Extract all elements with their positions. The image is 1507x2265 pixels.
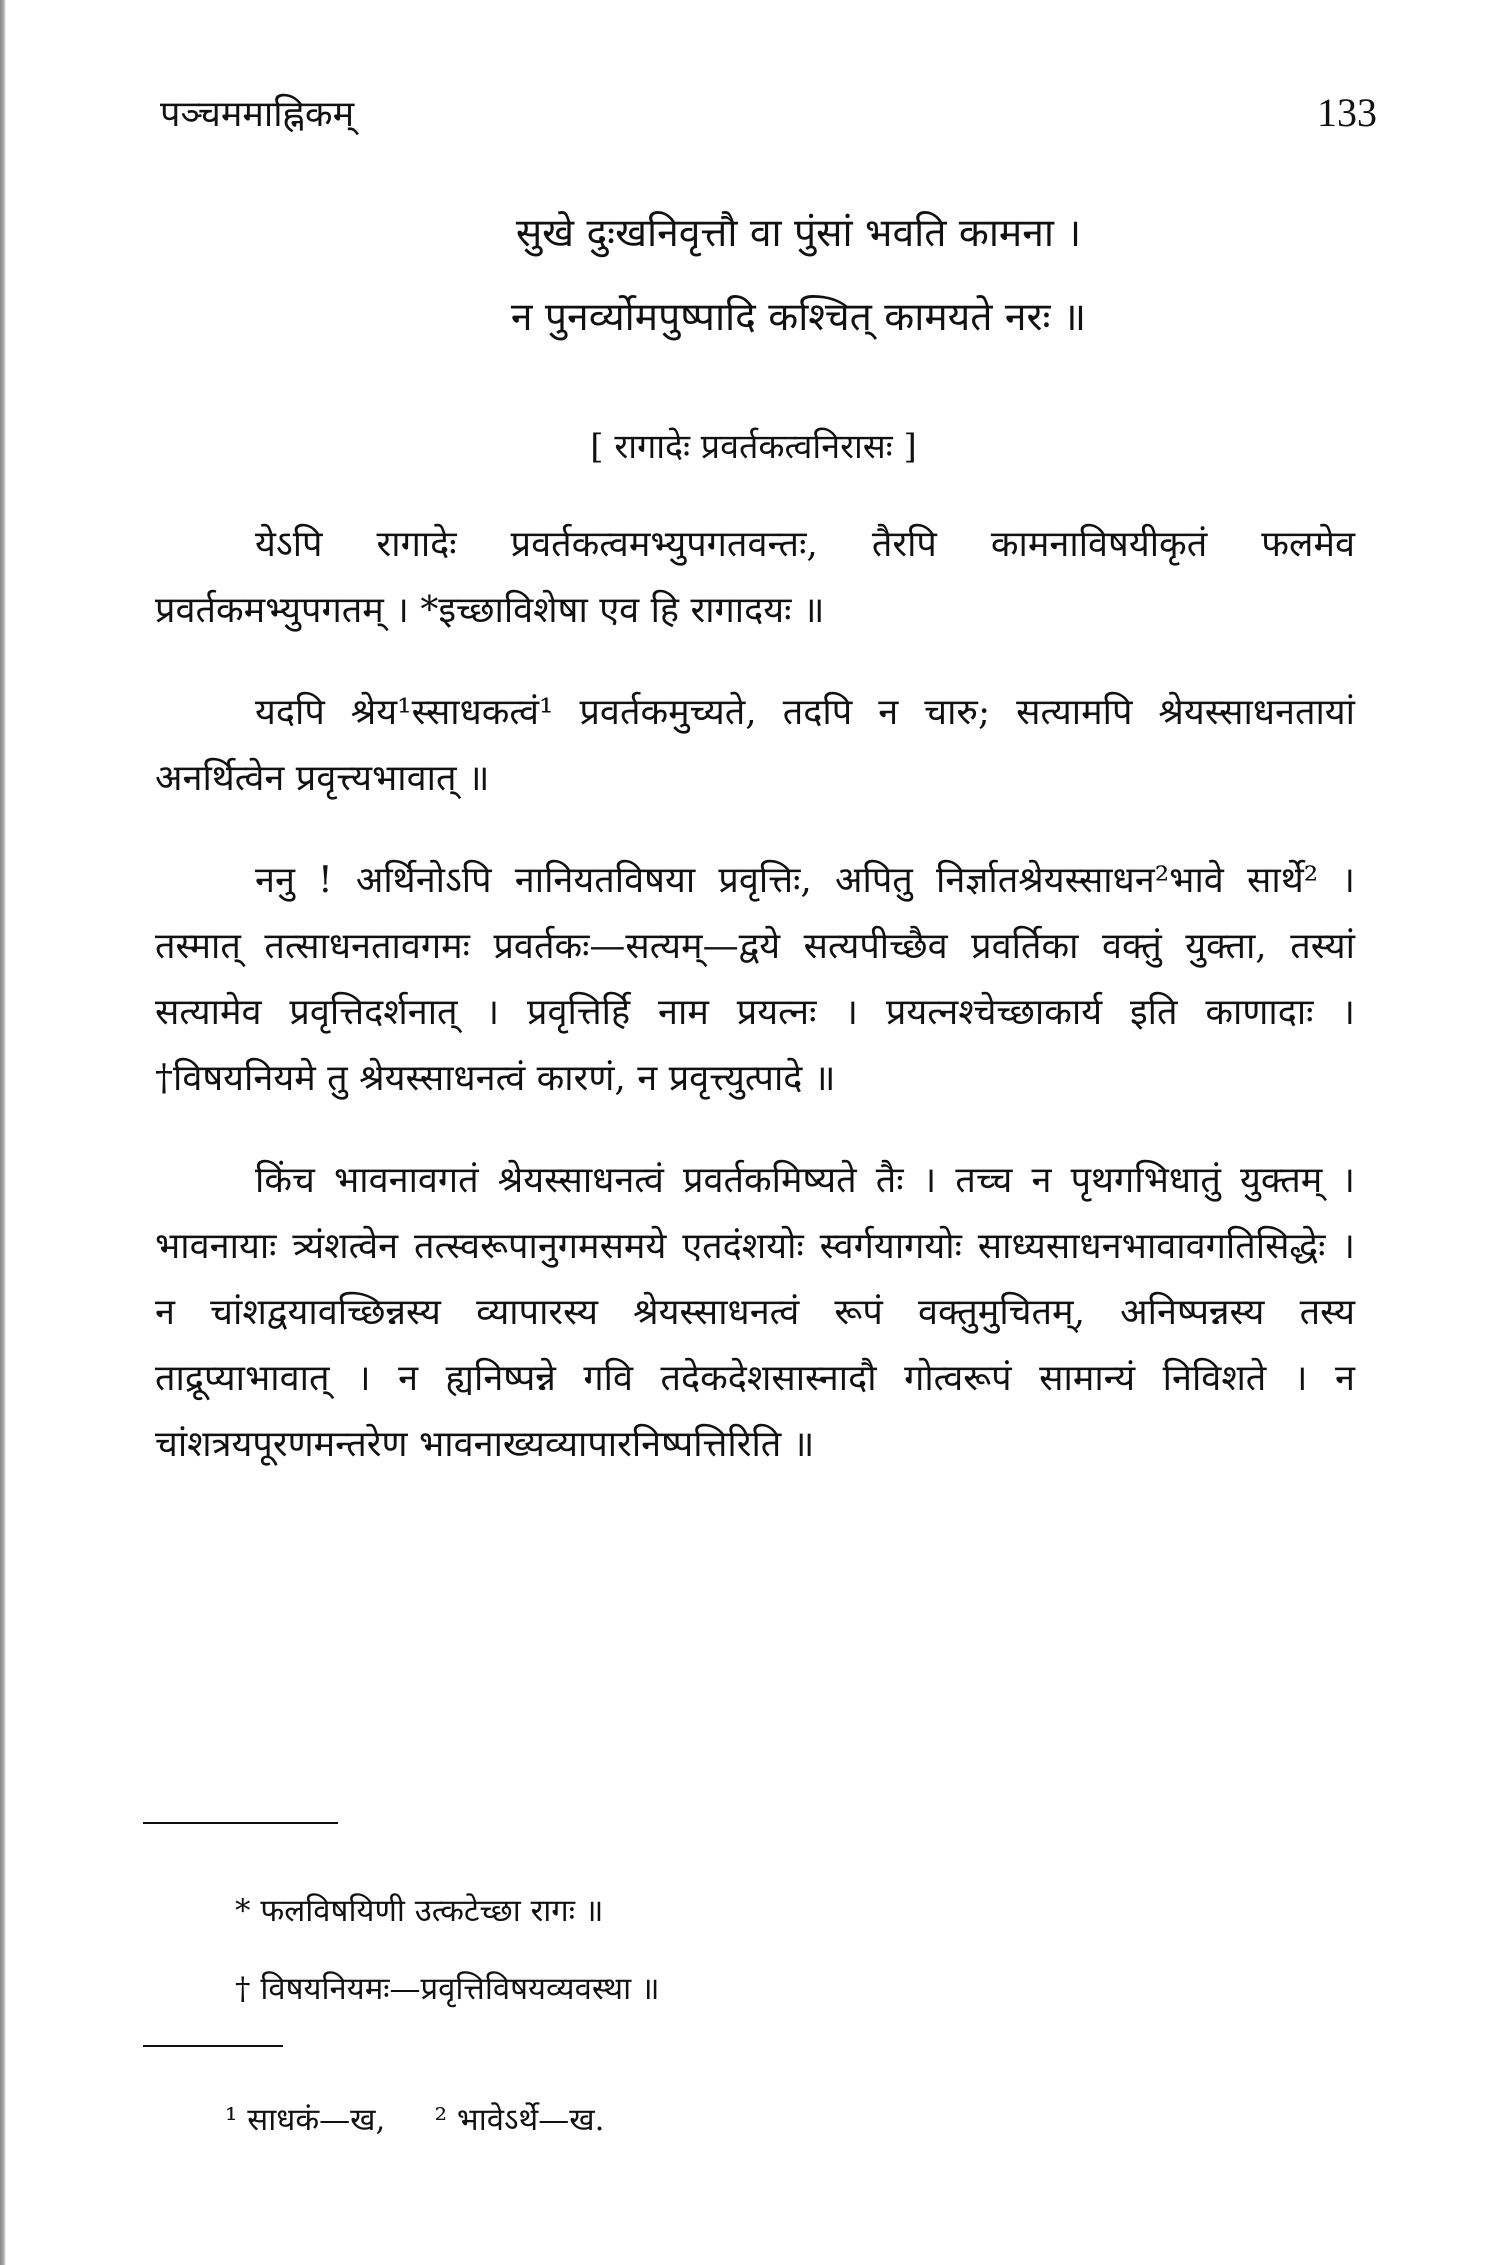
footnotes (235, 1872, 1335, 2028)
verse-line: न पुनर्व्योमपुष्पादि कश्चित् कामयते नरः ॥ (510, 295, 1087, 340)
paragraph: किंच भावनावगतं श्रेयस्साधनत्वं प्रवर्तकमिष्यते तैः । तच्च न पृथगभिधातुं युक्तम् । भावनायाः त्र्यंशत्वेन तत्स्वरूपानुगमसमये एतदंशयोः स्वर्गयागयोः साध्यसाधनभावावगतिसिद्धेः । न चांशद्वयावच्छिन्नस्य व्यापारस्य श्रेयस्साधनत्वं रूपं वक्तुमुचितम्, अनिष्पन्नस्य तस्य ताद्रूप्याभावात् । न ह्यनिष्पन्ने गवि तदेकदेशसास्नादौ गोत्वरूपं सामान्यं निविशते । न चांशत्रयपूरणमन्तरेण भावनाख्यव्यापारनिष्पत्तिरिति ॥ (155, 1160, 1355, 1465)
variant-readings: ¹ साधकं—ख, ² भावेऽर्थे—ख. (225, 2102, 605, 2138)
paragraph: यदपि श्रेय¹स्साधकत्वं¹ प्रवर्तकमुच्यते, तदपि न चारु; सत्यामपि श्रेयस्साधनतायां अनर्थित्वेन प्रवृत्त्यभावात् ॥ (155, 692, 1355, 799)
footnote-divider (143, 1822, 338, 1824)
paragraph: ननु ! अर्थिनोऽपि नानियतविषया प्रवृत्तिः, अपितु निर्ज्ञातश्रेयस्साधन²भावे सार्थे² । तस्मात् तत्साधनतावगमः प्रवर्तकः—सत्यम्—द्वये सत्यपीच्छैव प्रवर्तिका वक्तुं युक्ता, तस्यां सत्यामेव प्रवृत्तिदर्शनात् । प्रवृत्तिर्हि नाम प्रयत्नः । प्रयत्नश्चेच्छाकार्य इति काणादाः । †विषयनियमे तु श्रेयस्साधनत्वं कारणं, न प्रवृत्त्युत्पादे ॥ (155, 860, 1355, 1099)
paragraph: येऽपि रागादेः प्रवर्तकत्वमभ्युपगतवन्तः, तैरपि कामनाविषयीकृतं फलमेव प्रवर्तकमभ्युपगतम् । *इच्छाविशेषा एव हि रागादयः ॥ (155, 524, 1355, 631)
variant-divider (143, 2045, 283, 2047)
chapter-title: पञ्चममाह्निकम् (160, 94, 355, 135)
running-header (160, 88, 1377, 137)
verse-block (0, 192, 1507, 360)
main-text (155, 512, 1355, 1514)
verse-line: सुखे दुःखनिवृत्तौ वा पुंसां भवति कामना । (515, 211, 1082, 256)
section-heading: [ रागादेः प्रवर्तकत्वनिरासः ] (590, 427, 917, 467)
footnote: * फलविषयिणी उत्कटेच्छा रागः ॥ (235, 1893, 604, 1929)
page-number: 133 (1317, 90, 1377, 135)
footnote: † विषयनियमः—प्रवृत्तिविषयव्यवस्था ॥ (235, 1971, 660, 2007)
